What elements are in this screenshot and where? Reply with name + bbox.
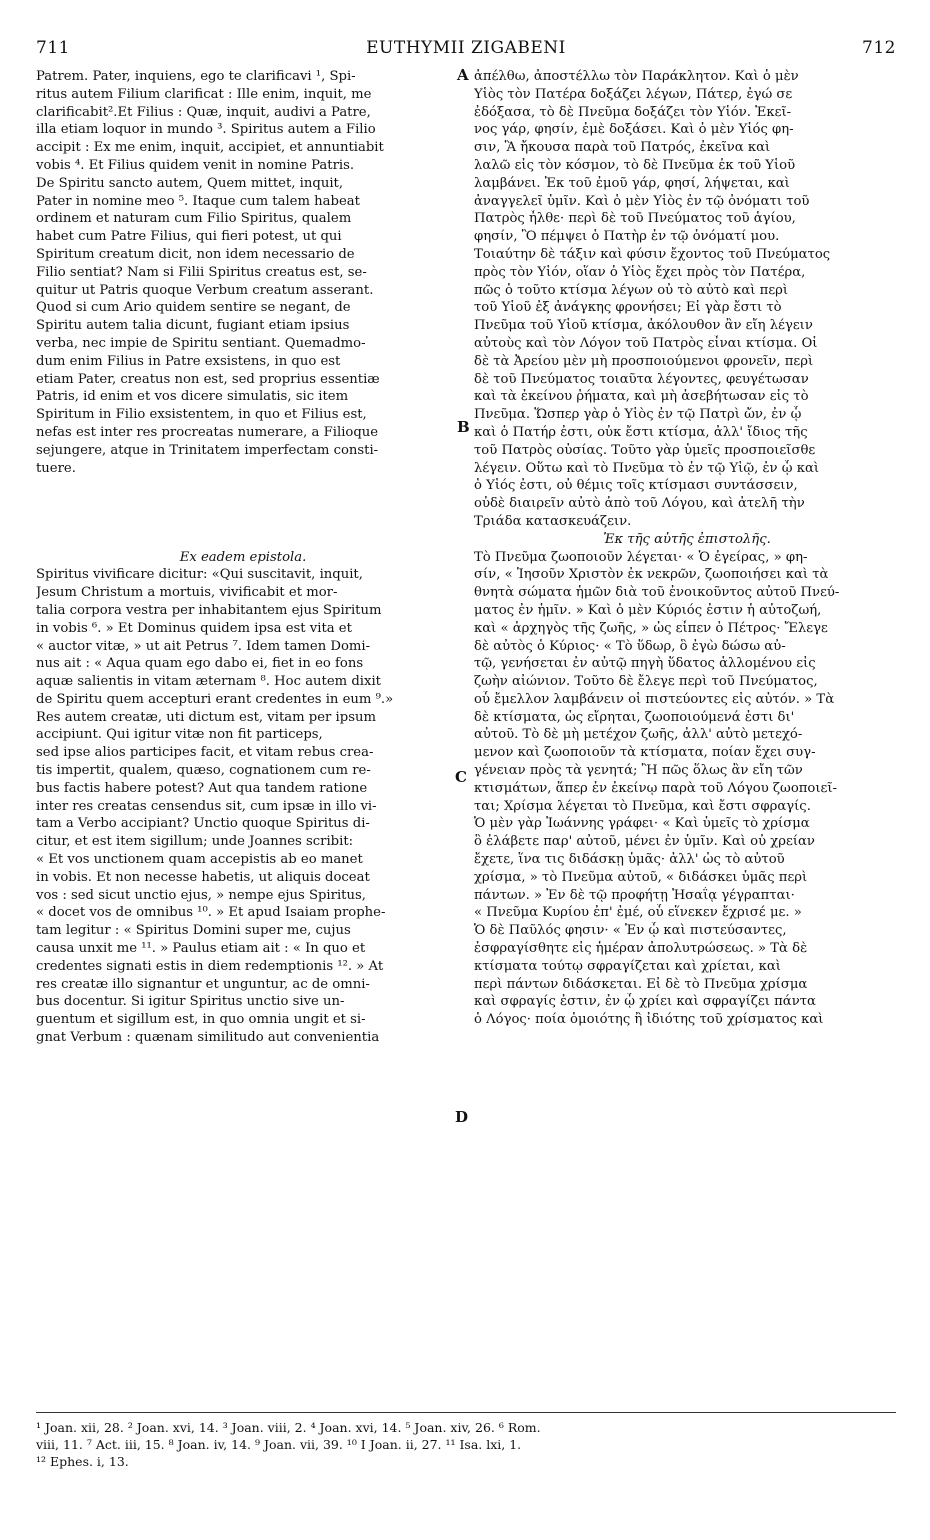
text-line: ritus autem Filium clarificat : Ille enim, inquit, me bbox=[36, 86, 372, 102]
text-line: Patrem. Pater, inquiens, ego te clarificavi ¹, Spi- bbox=[36, 69, 356, 84]
text-line: vos : sed sicut unctio ejus, » nempe ejus Spiritus, bbox=[36, 887, 366, 903]
text-line: τῷ, γενήσεται ἐν αὐτῷ πηγὴ ὕδατος ἁλλομένου εἰς bbox=[474, 656, 816, 672]
margin-letter-d: D bbox=[455, 1108, 469, 1126]
text-line bbox=[36, 477, 450, 495]
text-line: sed ipse alios participes facit, et vitam rebus crea- bbox=[36, 745, 374, 761]
text-line: « docet vos de omnibus ¹⁰. » Et apud Isaiam prophe- bbox=[36, 905, 386, 921]
text-line: λαμβάνει. Ἐκ τοῦ ἐμοῦ γάρ, φησί, λήψεται, καὶ bbox=[474, 175, 790, 191]
text-line: ὁ Υἱός ἐστι, οὐ θέμις τοῖς κτίσμασι συντάσσειν, bbox=[474, 478, 798, 494]
text-line: citur, et est item sigillum; unde Joannes scribit: bbox=[36, 834, 354, 850]
text-line: Πνεῦμα. Ὥσπερ γὰρ ὁ Υἱὸς ἐν τῷ Πατρὶ ὤν, ἐν ᾧ bbox=[474, 407, 802, 423]
text-line: Ὁ δὲ Παῦλός φησιν· « Ἐν ᾧ καὶ πιστεύσαντες, bbox=[474, 923, 787, 939]
text-line: Jesum Christum a mortuis, vivificabit et mor- bbox=[36, 585, 338, 601]
text-line bbox=[36, 495, 450, 513]
footnote-line: ¹² Ephes. i, 13. bbox=[36, 1454, 129, 1469]
text-line: Υἱὸς τὸν Πατέρα δοξάζει λέγων, Πάτερ, ἐγώ σε bbox=[474, 86, 793, 102]
text-line: περὶ πάντων διδάσκεται. Εἰ δὲ τὸ Πνεῦμα χρίσμα bbox=[474, 976, 808, 992]
text-line: ἀναγγελεῖ ὑμῖν. Καὶ ὁ μὲν Υἱὸς ἐν τῷ ὀνόματι τοῦ bbox=[474, 193, 810, 209]
text-line: res creatæ illo signantur et unguntur, ac de omni- bbox=[36, 976, 370, 992]
text-line: μενον καὶ ζωοποιοῦν τὰ κτίσματα, ποίαν ἔχει συγ- bbox=[474, 745, 816, 761]
section-heading: Ex eadem epistola. bbox=[179, 549, 307, 565]
text-line: ἀπέλθω, ἀποστέλλω τὸν Παράκλητον. Καὶ ὁ μὲν bbox=[474, 69, 799, 84]
text-line: πῶς ὁ τοῦτο κτίσμα λέγων οὐ τὸ αὐτὸ καὶ περὶ bbox=[474, 282, 789, 298]
text-line: de Spiritu quem accepturi erant credentes in eum ⁹.» bbox=[36, 691, 394, 707]
text-line: δὲ τὰ Ἀρείου μὲν μὴ προσποιούμενοι φρονεῖν, περὶ bbox=[474, 353, 814, 369]
text-line: καὶ σφραγίς ἐστιν, ἐν ᾧ χρίει καὶ σφραγίζει πάντα bbox=[474, 994, 816, 1010]
margin-letter-b: B bbox=[457, 418, 470, 436]
page-header bbox=[36, 38, 896, 62]
footnote-line: ¹ Joan. xii, 28. ² Joan. xvi, 14. ³ Joan. viii, 2. ⁴ Joan. xvi, 14. ⁵ Joan. xiv, 26. ⁶ Rom. bbox=[36, 1420, 541, 1435]
text-line: κτίσματα τούτῳ σφραγίζεται καὶ χρίεται, καὶ bbox=[474, 958, 781, 974]
text-line: habet cum Patre Filius, qui fieri potest, ut qui bbox=[36, 229, 342, 245]
text-line: κτισμάτων, ἅπερ ἐν ἐκείνῳ παρὰ τοῦ Λόγου ζωοποιεῖ- bbox=[474, 780, 837, 796]
text-line: quitur ut Patris quoque Verbum creatum asserant. bbox=[36, 282, 374, 298]
text-line: aquæ salientis in vitam æternam ⁸. Hoc autem dixit bbox=[36, 674, 381, 690]
text-line: Τριάδα κατασκευάζειν. bbox=[474, 513, 632, 529]
text-line: Τὸ Πνεῦμα ζωοποιοῦν λέγεται· « Ὁ ἐγείρας, » φη- bbox=[474, 549, 808, 565]
text-line: τοῦ Πατρὸς οὐσίας. Τοῦτο γὰρ ὑμεῖς προσποιεῖσθε bbox=[474, 442, 816, 458]
text-line bbox=[36, 513, 450, 531]
text-line: γένειαν πρὸς τὰ γενητά; Ἢ πῶς ὅλως ἂν εἴη τῶν bbox=[474, 763, 803, 779]
text-line: καὶ « ἀρχηγὸς τῆς ζωῆς, » ὡς εἶπεν ὁ Πέτρος· Ἔλεγε bbox=[474, 620, 828, 636]
text-line: οὗ ἔμελλον λαμβάνειν οἱ πιστεύοντες εἰς αὐτόν. » Τὰ bbox=[474, 691, 835, 707]
margin-letter-c: C bbox=[455, 768, 467, 786]
text-line: illa etiam loquor in mundo ³. Spiritus autem a Filio bbox=[36, 122, 376, 138]
text-line: vobis ⁴. Et Filius quidem venit in nomine Patris. bbox=[36, 157, 355, 173]
text-line: ζωὴν αἰώνιον. Τοῦτο δὲ ἔλεγε περὶ τοῦ Πνεύματος, bbox=[474, 674, 818, 690]
text-line: clarificabit².Et Filius : Quæ, inquit, audivi a Patre, bbox=[36, 104, 371, 120]
text-line: αὐτοῦ. Τὸ δὲ μὴ μετέχον ζωῆς, ἀλλ' αὐτὸ μετεχό- bbox=[474, 727, 803, 743]
text-line: Spiritum in Filio exsistentem, in quo et Filius est, bbox=[36, 407, 367, 423]
greek-column bbox=[474, 68, 900, 1029]
footnotes bbox=[36, 1412, 896, 1470]
section-heading: Ἐκ τῆς αὐτῆς ἐπιστολῆς. bbox=[603, 531, 771, 547]
text-line: tis impertit, qualem, quæso, cognationem cum re- bbox=[36, 763, 371, 779]
text-line: verba, nec impie de Spiritu sentiant. Quemadmo- bbox=[36, 335, 366, 351]
text-line: καὶ τὰ ἐκείνου ῥήματα, καὶ μὴ ἀσεβήτωσαν εἰς τὸ bbox=[474, 389, 809, 405]
text-line: καὶ ὁ Πατήρ ἐστι, οὐκ ἔστι κτίσμα, ἀλλ' ἴδιος τῆς bbox=[474, 424, 808, 440]
text-line: Πατρὸς ἦλθε· περὶ δὲ τοῦ Πνεύματος τοῦ ἁγίου, bbox=[474, 211, 796, 227]
text-line: causa unxit me ¹¹. » Paulus etiam ait : « In quo et bbox=[36, 941, 366, 957]
text-line: ἐδόξασα, τὸ δὲ Πνεῦμα δοξάζει τὸν Υἱόν. Ἐκεῖ- bbox=[474, 104, 792, 120]
text-line: credentes signati estis in diem redemptionis ¹². » At bbox=[36, 958, 384, 974]
text-line: σιν, Ἃ ἤκουσα παρὰ τοῦ Πατρός, ἐκεῖνα καὶ bbox=[474, 140, 771, 156]
text-line: guentum et sigillum est, in quo omnia ungit et si- bbox=[36, 1012, 366, 1028]
text-line: « auctor vitæ, » ut ait Petrus ⁷. Idem tamen Domi- bbox=[36, 638, 371, 654]
text-line: in vobis ⁶. » Et Dominus quidem ipsa est vita et bbox=[36, 620, 352, 636]
text-line: Filio sentiat? Nam si Filii Spiritus creatus est, se- bbox=[36, 264, 367, 280]
text-line: De Spiritu sancto autem, Quem mittet, inquit, bbox=[36, 175, 344, 191]
text-line: νος γάρ, φησίν, ἐμὲ δοξάσει. Καὶ ὁ μὲν Υἱός φη- bbox=[474, 122, 794, 138]
text-line: ὃ ἐλάβετε παρ' αὐτοῦ, μένει ἐν ὑμῖν. Καὶ οὐ χρείαν bbox=[474, 834, 815, 850]
text-line: πάντων. » Ἐν δὲ τῷ προφήτῃ Ἡσαΐᾳ γέγραπται· bbox=[474, 887, 795, 903]
text-line: accipiunt. Qui igitur vitæ non fit particeps, bbox=[36, 727, 323, 743]
text-line: Patris, id enim et vos dicere simulatis, sic item bbox=[36, 389, 349, 405]
text-line: « Πνεῦμα Κυρίου ἐπ' ἐμέ, οὗ εἵνεκεν ἔχρισέ με. » bbox=[474, 905, 802, 921]
left-page-number: 711 bbox=[36, 38, 70, 58]
text-line: αὐτοὺς καὶ τὸν Λόγον τοῦ Πατρὸς εἶναι κτίσμα. Οἱ bbox=[474, 335, 818, 351]
text-line: Pater in nomine meo ⁵. Itaque cum talem habeat bbox=[36, 193, 360, 209]
text-line: τοῦ Υἱοῦ ἐξ ἀνάγκης φρονήσει; Εἰ γὰρ ἔστι τὸ bbox=[474, 300, 782, 316]
text-line: accipit : Ex me enim, inquit, accipiet, et annuntiabit bbox=[36, 140, 384, 156]
text-line: Πνεῦμα τοῦ Υἱοῦ κτίσμα, ἀκόλουθον ἂν εἴη λέγειν bbox=[474, 318, 813, 334]
text-line: talia corpora vestra per inhabitantem ejus Spiritum bbox=[36, 602, 382, 618]
text-line: nus ait : « Aqua quam ego dabo ei, fiet in eo fons bbox=[36, 656, 364, 672]
text-line: ἔχετε, ἵνα τις διδάσκῃ ὑμᾶς· ἀλλ' ὡς τὸ αὐτοῦ bbox=[474, 852, 785, 868]
running-title: EUTHYMII ZIGABENI bbox=[366, 38, 566, 58]
text-line: bus docentur. Si igitur Spiritus unctio sive un- bbox=[36, 994, 345, 1010]
text-line: sejungere, atque in Trinitatem imperfectam consti- bbox=[36, 442, 379, 458]
text-line: πρὸς τὸν Υἱόν, οἵαν ὁ Υἱὸς ἔχει πρὸς τὸν Πατέρα, bbox=[474, 264, 806, 280]
text-line: λέγειν. Οὕτω καὶ τὸ Πνεῦμα τὸ ἐν τῷ Υἱῷ, ἐν ᾧ καὶ bbox=[474, 460, 820, 476]
text-line: σίν, « Ἰησοῦν Χριστὸν ἐκ νεκρῶν, ζωοποιήσει καὶ τὰ bbox=[474, 567, 829, 583]
text-line: Spiritus vivificare dicitur: «Qui suscitavit, inquit, bbox=[36, 567, 363, 583]
text-line: « Et vos unctionem quam accepistis ab eo manet bbox=[36, 852, 363, 868]
text-line: tam legitur : « Spiritus Domini super me, cujus bbox=[36, 923, 351, 939]
latin-column bbox=[36, 68, 450, 1047]
text-line: Spiritu autem talia dicunt, fugiant etiam ipsius bbox=[36, 318, 350, 334]
text-line: Res autem creatæ, uti dictum est, vitam per ipsum bbox=[36, 709, 376, 725]
text-line: Τοιαύτην δὲ τάξιν καὶ φύσιν ἔχοντος τοῦ Πνεύματος bbox=[474, 246, 831, 262]
text-line: bus factis habere potest? Aut qua tandem ratione bbox=[36, 780, 368, 796]
text-line: ται; Χρίσμα λέγεται τὸ Πνεῦμα, καὶ ἔστι σφραγίς. bbox=[474, 798, 811, 814]
text-line: ὁ Λόγος· ποία ὁμοιότης ἢ ἰδιότης τοῦ χρίσματος καὶ bbox=[474, 1012, 824, 1028]
footnote-line: viii, 11. ⁷ Act. iii, 15. ⁸ Joan. iv, 14. ⁹ Joan. vii, 39. ¹⁰ I Joan. ii, 27. ¹¹ Isa. lxi, 1. bbox=[36, 1437, 522, 1452]
text-line: inter res creatas censendus sit, cum ipsæ in illo vi- bbox=[36, 798, 377, 814]
right-page-number: 712 bbox=[862, 38, 896, 58]
text-line: dum enim Filius in Patre exsistens, in quo est bbox=[36, 353, 341, 369]
text-line: οὐδὲ διαιρεῖν αὐτὸ ἀπὸ τοῦ Λόγου, καὶ ἀτελῆ τὴν bbox=[474, 496, 805, 512]
text-line: δὲ κτίσματα, ὡς εἴρηται, ζωοποιούμενά ἐστι δι' bbox=[474, 709, 795, 725]
text-line: φησίν, Ὃ πέμψει ὁ Πατὴρ ἐν τῷ ὀνόματί μου. bbox=[474, 229, 780, 245]
margin-letter-a: A bbox=[457, 66, 469, 84]
text-line: in vobis. Et non necesse habetis, ut aliquis doceat bbox=[36, 869, 370, 885]
text-line: δὲ τοῦ Πνεύματος τοιαῦτα λέγοντες, φευγέτωσαν bbox=[474, 371, 809, 387]
text-line: λαλῶ εἰς τὸν κόσμον, τὸ δὲ Πνεῦμα ἐκ τοῦ Υἱοῦ bbox=[474, 157, 796, 173]
text-line bbox=[36, 531, 450, 549]
text-line: Spiritum creatum dicit, non idem necessario de bbox=[36, 246, 355, 262]
text-line: θνητὰ σώματα ἡμῶν διὰ τοῦ ἐνοικοῦντος αὐτοῦ Πνεύ- bbox=[474, 585, 840, 601]
text-line: gnat Verbum : quænam similitudo aut convenientia bbox=[36, 1030, 380, 1046]
text-line: tam a Verbo accipiant? Unctio quoque Spiritus di- bbox=[36, 816, 370, 832]
text-line: etiam Pater, creatus non est, sed proprius essentiæ bbox=[36, 371, 380, 387]
text-line: Ὁ μὲν γὰρ Ἰωάννης γράφει· « Καὶ ὑμεῖς τὸ χρίσμα bbox=[474, 816, 810, 832]
text-line: ἐσφραγίσθητε εἰς ἡμέραν ἀπολυτρώσεως. » Τὰ δὲ bbox=[474, 941, 808, 957]
text-line: tuere. bbox=[36, 460, 76, 476]
text-line: χρίσμα, » τὸ Πνεῦμα αὐτοῦ, « διδάσκει ὑμᾶς περὶ bbox=[474, 869, 808, 885]
text-line: δὲ αὐτὸς ὁ Κύριος· « Τὸ ὕδωρ, ὃ ἐγὼ δώσω αὐ- bbox=[474, 638, 786, 654]
text-line: ordinem et naturam cum Filio Spiritus, qualem bbox=[36, 211, 352, 227]
text-line: nefas est inter res procreatas numerare, a Filioque bbox=[36, 424, 379, 440]
text-line: ματος ἐν ἡμῖν. » Καὶ ὁ μὲν Κύριός ἐστιν ἡ αὐτοζωή, bbox=[474, 602, 822, 618]
text-line: Quod si cum Ario quidem sentire se negant, de bbox=[36, 300, 351, 316]
